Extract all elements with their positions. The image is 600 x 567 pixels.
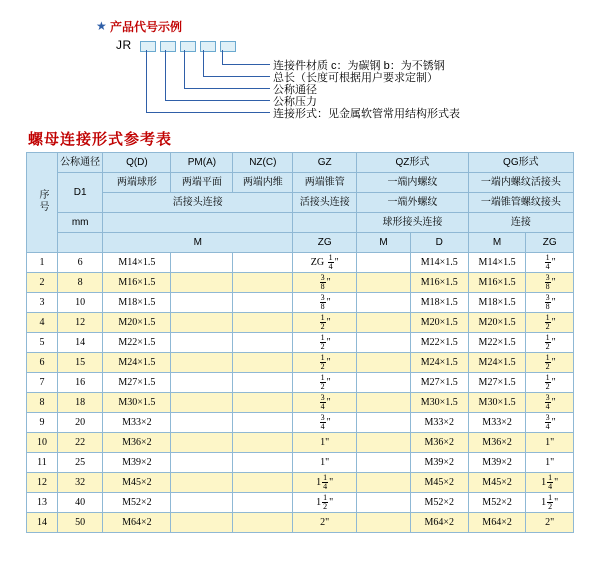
cell-pm — [171, 513, 233, 533]
header-group-qz-code: QZ形式 — [357, 153, 468, 173]
cell-qz-d: M14×1.5 — [410, 253, 468, 273]
cell-pm — [171, 453, 233, 473]
cell-seq: 1 — [27, 253, 58, 273]
cell-qg-m: M39×2 — [468, 453, 526, 473]
cell-qz-d: M16×1.5 — [410, 273, 468, 293]
legend-label-pn: 公称压力 — [273, 96, 317, 108]
cell-qg-m: M14×1.5 — [468, 253, 526, 273]
header-group-q-code: Q(D) — [103, 153, 171, 173]
header-form-qg: 一端内螺纹活接头 — [468, 173, 573, 193]
leader-line-1 — [146, 50, 147, 112]
cell-pm — [171, 413, 233, 433]
cell-pm — [171, 273, 233, 293]
cell-qz-d: M39×2 — [410, 453, 468, 473]
leader-line-2 — [165, 50, 166, 100]
cell-qz-m — [357, 293, 411, 313]
header-join-qz: 球形接头连接 — [357, 213, 468, 233]
table-row — [27, 473, 574, 493]
cell-qz-m — [357, 253, 411, 273]
cell-seq: 10 — [27, 433, 58, 453]
header-form-q: 两端球形 — [103, 173, 171, 193]
table-row — [27, 393, 574, 413]
cell-qz-m — [357, 373, 411, 393]
cell-qz-m — [357, 273, 411, 293]
cell-pm — [171, 473, 233, 493]
cell-qz-m — [357, 453, 411, 473]
header-qg-zg: ZG — [526, 233, 574, 253]
cell-qz-m — [357, 473, 411, 493]
cell-gz: $\frac{3}{8}$ " — [293, 273, 357, 293]
cell-pm — [171, 333, 233, 353]
cell-gz: $\frac{1}{2}$ " — [293, 373, 357, 393]
cell-q: M64×2 — [103, 513, 171, 533]
header-form-pm: 两端平面 — [171, 173, 233, 193]
cell-q: M45×2 — [103, 473, 171, 493]
cell-qg-m: M30×1.5 — [468, 393, 526, 413]
cell-dn: 20 — [57, 413, 102, 433]
cell-qg-zg: $\frac{3}{4}$ " — [526, 413, 574, 433]
cell-seq: 6 — [27, 353, 58, 373]
cell-qg-m: M52×2 — [468, 493, 526, 513]
header-blank-1 — [103, 213, 293, 233]
table-row — [27, 253, 574, 273]
cell-qz-d: M18×1.5 — [410, 293, 468, 313]
cell-qz-m — [357, 513, 411, 533]
cell-nz — [233, 393, 293, 413]
cell-dn: 40 — [57, 493, 102, 513]
cell-qg-zg: $\frac{3}{4}$ " — [526, 393, 574, 413]
header-thread-m: M — [103, 233, 293, 253]
cell-qz-d: M30×1.5 — [410, 393, 468, 413]
table-row — [27, 493, 574, 513]
leader-h-5 — [222, 64, 270, 65]
cell-qz-d: M36×2 — [410, 433, 468, 453]
table-row — [27, 413, 574, 433]
cell-dn: 22 — [57, 433, 102, 453]
leader-line-3 — [184, 50, 185, 88]
cell-nz — [233, 253, 293, 273]
cell-qg-zg: 1 $\frac{1}{2}$ " — [526, 493, 574, 513]
cell-q: M39×2 — [103, 453, 171, 473]
cell-gz: $\frac{3}{4}$ " — [293, 413, 357, 433]
cell-dn: 10 — [57, 293, 102, 313]
leader-line-5 — [222, 50, 223, 64]
header-join-qpmnz: 活接头连接 — [103, 193, 293, 213]
cell-qz-d: M33×2 — [410, 413, 468, 433]
cell-pm — [171, 313, 233, 333]
nut-connection-table — [26, 152, 574, 533]
table-row — [27, 453, 574, 473]
cell-seq: 12 — [27, 473, 58, 493]
legend-label-length: 总长（长度可根据用户要求定制） — [273, 72, 438, 84]
table-header-row-5 — [27, 233, 574, 253]
cell-qz-d: M52×2 — [410, 493, 468, 513]
cell-q: M16×1.5 — [103, 273, 171, 293]
cell-qg-m: M36×2 — [468, 433, 526, 453]
star-icon: ★ — [96, 19, 107, 33]
cell-qg-zg: 2" — [526, 513, 574, 533]
header-form-gz: 两端锥管 — [293, 173, 357, 193]
cell-dn: 16 — [57, 373, 102, 393]
cell-gz: $\frac{3}{4}$ " — [293, 393, 357, 413]
header-dn-unit: mm — [57, 213, 102, 233]
cell-qg-zg: $\frac{1}{2}$ " — [526, 313, 574, 333]
cell-qz-m — [357, 393, 411, 413]
legend-label-dn: 公称通径 — [273, 84, 317, 96]
cell-qz-m — [357, 333, 411, 353]
cell-seq: 8 — [27, 393, 58, 413]
cell-nz — [233, 313, 293, 333]
cell-qg-m: M18×1.5 — [468, 293, 526, 313]
code-box-3 — [180, 41, 196, 52]
code-box-2 — [160, 41, 176, 52]
cell-qz-m — [357, 313, 411, 333]
table-row — [27, 293, 574, 313]
cell-q: M24×1.5 — [103, 353, 171, 373]
cell-qg-m: M16×1.5 — [468, 273, 526, 293]
cell-dn: 8 — [57, 273, 102, 293]
cell-seq: 7 — [27, 373, 58, 393]
table-row — [27, 513, 574, 533]
cell-q: M22×1.5 — [103, 333, 171, 353]
cell-nz — [233, 293, 293, 313]
header-form-nz: 两端内维 — [233, 173, 293, 193]
cell-qz-d: M45×2 — [410, 473, 468, 493]
cell-qg-m: M64×2 — [468, 513, 526, 533]
table-row — [27, 353, 574, 373]
table-body — [27, 253, 574, 533]
header-dn: 公称通径 — [57, 153, 102, 173]
cell-pm — [171, 393, 233, 413]
cell-qg-zg: $\frac{1}{2}$ " — [526, 373, 574, 393]
header-seq: 序号 — [27, 153, 58, 253]
cell-gz: $\frac{1}{2}$ " — [293, 353, 357, 373]
cell-seq: 5 — [27, 333, 58, 353]
cell-qg-zg: 1" — [526, 433, 574, 453]
cell-nz — [233, 473, 293, 493]
cell-qg-m: M33×2 — [468, 413, 526, 433]
cell-q: M36×2 — [103, 433, 171, 453]
cell-qz-m — [357, 433, 411, 453]
cell-q: M52×2 — [103, 493, 171, 513]
cell-pm — [171, 253, 233, 273]
header-dn-sub: D1 — [57, 173, 102, 213]
legend-title: 产品代号示例 — [110, 20, 183, 34]
legend-label-material: 连接件材质 c：为碳钢 b：为不锈钢 — [273, 60, 445, 72]
cell-nz — [233, 493, 293, 513]
cell-nz — [233, 273, 293, 293]
cell-qg-m: M20×1.5 — [468, 313, 526, 333]
cell-qz-m — [357, 493, 411, 513]
header-qz-m: M — [357, 233, 411, 253]
cell-gz: 2" — [293, 513, 357, 533]
leader-h-2 — [165, 100, 270, 101]
legend-label-form: 连接形式：见金属软管常用结构形式表 — [273, 108, 460, 120]
table-row — [27, 273, 574, 293]
cell-q: M18×1.5 — [103, 293, 171, 313]
cell-dn: 6 — [57, 253, 102, 273]
cell-seq: 3 — [27, 293, 58, 313]
header-form2-qg: 一端锥管螺纹接头 — [468, 193, 573, 213]
header-group-qg-code: QG形式 — [468, 153, 573, 173]
cell-qz-d: M22×1.5 — [410, 333, 468, 353]
header-dn-blank — [57, 233, 102, 253]
header-join-qg: 连接 — [468, 213, 573, 233]
cell-dn: 32 — [57, 473, 102, 493]
cell-dn: 15 — [57, 353, 102, 373]
cell-qg-zg: $\frac{3}{8}$ " — [526, 273, 574, 293]
cell-gz: 1 $\frac{1}{2}$ " — [293, 493, 357, 513]
cell-q: M20×1.5 — [103, 313, 171, 333]
cell-qz-d: M24×1.5 — [410, 353, 468, 373]
cell-qg-zg: $\frac{1}{2}$ " — [526, 353, 574, 373]
cell-nz — [233, 413, 293, 433]
cell-dn: 25 — [57, 453, 102, 473]
cell-dn: 50 — [57, 513, 102, 533]
table-row — [27, 333, 574, 353]
cell-seq: 14 — [27, 513, 58, 533]
cell-dn: 14 — [57, 333, 102, 353]
table-row — [27, 433, 574, 453]
cell-pm — [171, 373, 233, 393]
cell-nz — [233, 373, 293, 393]
product-code-legend — [0, 0, 600, 120]
cell-pm — [171, 493, 233, 513]
cell-gz: $\frac{3}{8}$ " — [293, 293, 357, 313]
cell-gz: ZG $\frac{1}{4}$ " — [293, 253, 357, 273]
cell-qz-m — [357, 353, 411, 373]
cell-dn: 18 — [57, 393, 102, 413]
table-header-row-3 — [27, 193, 574, 213]
cell-dn: 12 — [57, 313, 102, 333]
cell-gz: 1" — [293, 453, 357, 473]
header-qz-d: D — [410, 233, 468, 253]
code-box-1 — [140, 41, 156, 52]
cell-qz-d: M64×2 — [410, 513, 468, 533]
cell-q: M27×1.5 — [103, 373, 171, 393]
header-qg-m: M — [468, 233, 526, 253]
page-title: 螺母连接形式参考表 — [28, 131, 173, 148]
cell-gz: 1" — [293, 433, 357, 453]
cell-nz — [233, 453, 293, 473]
cell-q: M30×1.5 — [103, 393, 171, 413]
cell-nz — [233, 353, 293, 373]
cell-pm — [171, 433, 233, 453]
cell-gz: 1 $\frac{1}{4}$ " — [293, 473, 357, 493]
cell-qz-d: M20×1.5 — [410, 313, 468, 333]
cell-qg-m: M27×1.5 — [468, 373, 526, 393]
cell-qg-m: M22×1.5 — [468, 333, 526, 353]
leader-h-1 — [146, 112, 270, 113]
header-form-qz: 一端内螺纹 — [357, 173, 468, 193]
cell-seq: 13 — [27, 493, 58, 513]
cell-nz — [233, 513, 293, 533]
cell-qg-m: M45×2 — [468, 473, 526, 493]
cell-pm — [171, 293, 233, 313]
cell-seq: 2 — [27, 273, 58, 293]
table-header-row-4 — [27, 213, 574, 233]
table-header-row-1 — [27, 153, 574, 173]
header-form2-qz: 一端外螺纹 — [357, 193, 468, 213]
cell-seq: 11 — [27, 453, 58, 473]
cell-q: M33×2 — [103, 413, 171, 433]
cell-gz: $\frac{1}{2}$ " — [293, 313, 357, 333]
cell-seq: 9 — [27, 413, 58, 433]
table-header-row-2 — [27, 173, 574, 193]
cell-nz — [233, 333, 293, 353]
leader-h-4 — [203, 76, 270, 77]
leader-line-4 — [203, 50, 204, 76]
header-blank-2 — [293, 213, 357, 233]
table-row — [27, 313, 574, 333]
cell-nz — [233, 433, 293, 453]
leader-h-3 — [184, 88, 270, 89]
cell-qg-zg: 1 $\frac{1}{4}$ " — [526, 473, 574, 493]
cell-qz-m — [357, 413, 411, 433]
cell-qg-zg: $\frac{1}{4}$ " — [526, 253, 574, 273]
table-row — [27, 373, 574, 393]
code-prefix: JR — [116, 38, 132, 52]
cell-qg-m: M24×1.5 — [468, 353, 526, 373]
cell-pm — [171, 353, 233, 373]
cell-q: M14×1.5 — [103, 253, 171, 273]
cell-seq: 4 — [27, 313, 58, 333]
cell-qg-zg: 1" — [526, 453, 574, 473]
header-thread-zg: ZG — [293, 233, 357, 253]
header-group-gz-code: GZ — [293, 153, 357, 173]
cell-qz-d: M27×1.5 — [410, 373, 468, 393]
header-join-gz: 活接头连接 — [293, 193, 357, 213]
cell-qg-zg: $\frac{3}{8}$ " — [526, 293, 574, 313]
header-group-nz-code: NZ(C) — [233, 153, 293, 173]
cell-gz: $\frac{1}{2}$ " — [293, 333, 357, 353]
header-group-pm-code: PM(A) — [171, 153, 233, 173]
cell-qg-zg: $\frac{1}{2}$ " — [526, 333, 574, 353]
